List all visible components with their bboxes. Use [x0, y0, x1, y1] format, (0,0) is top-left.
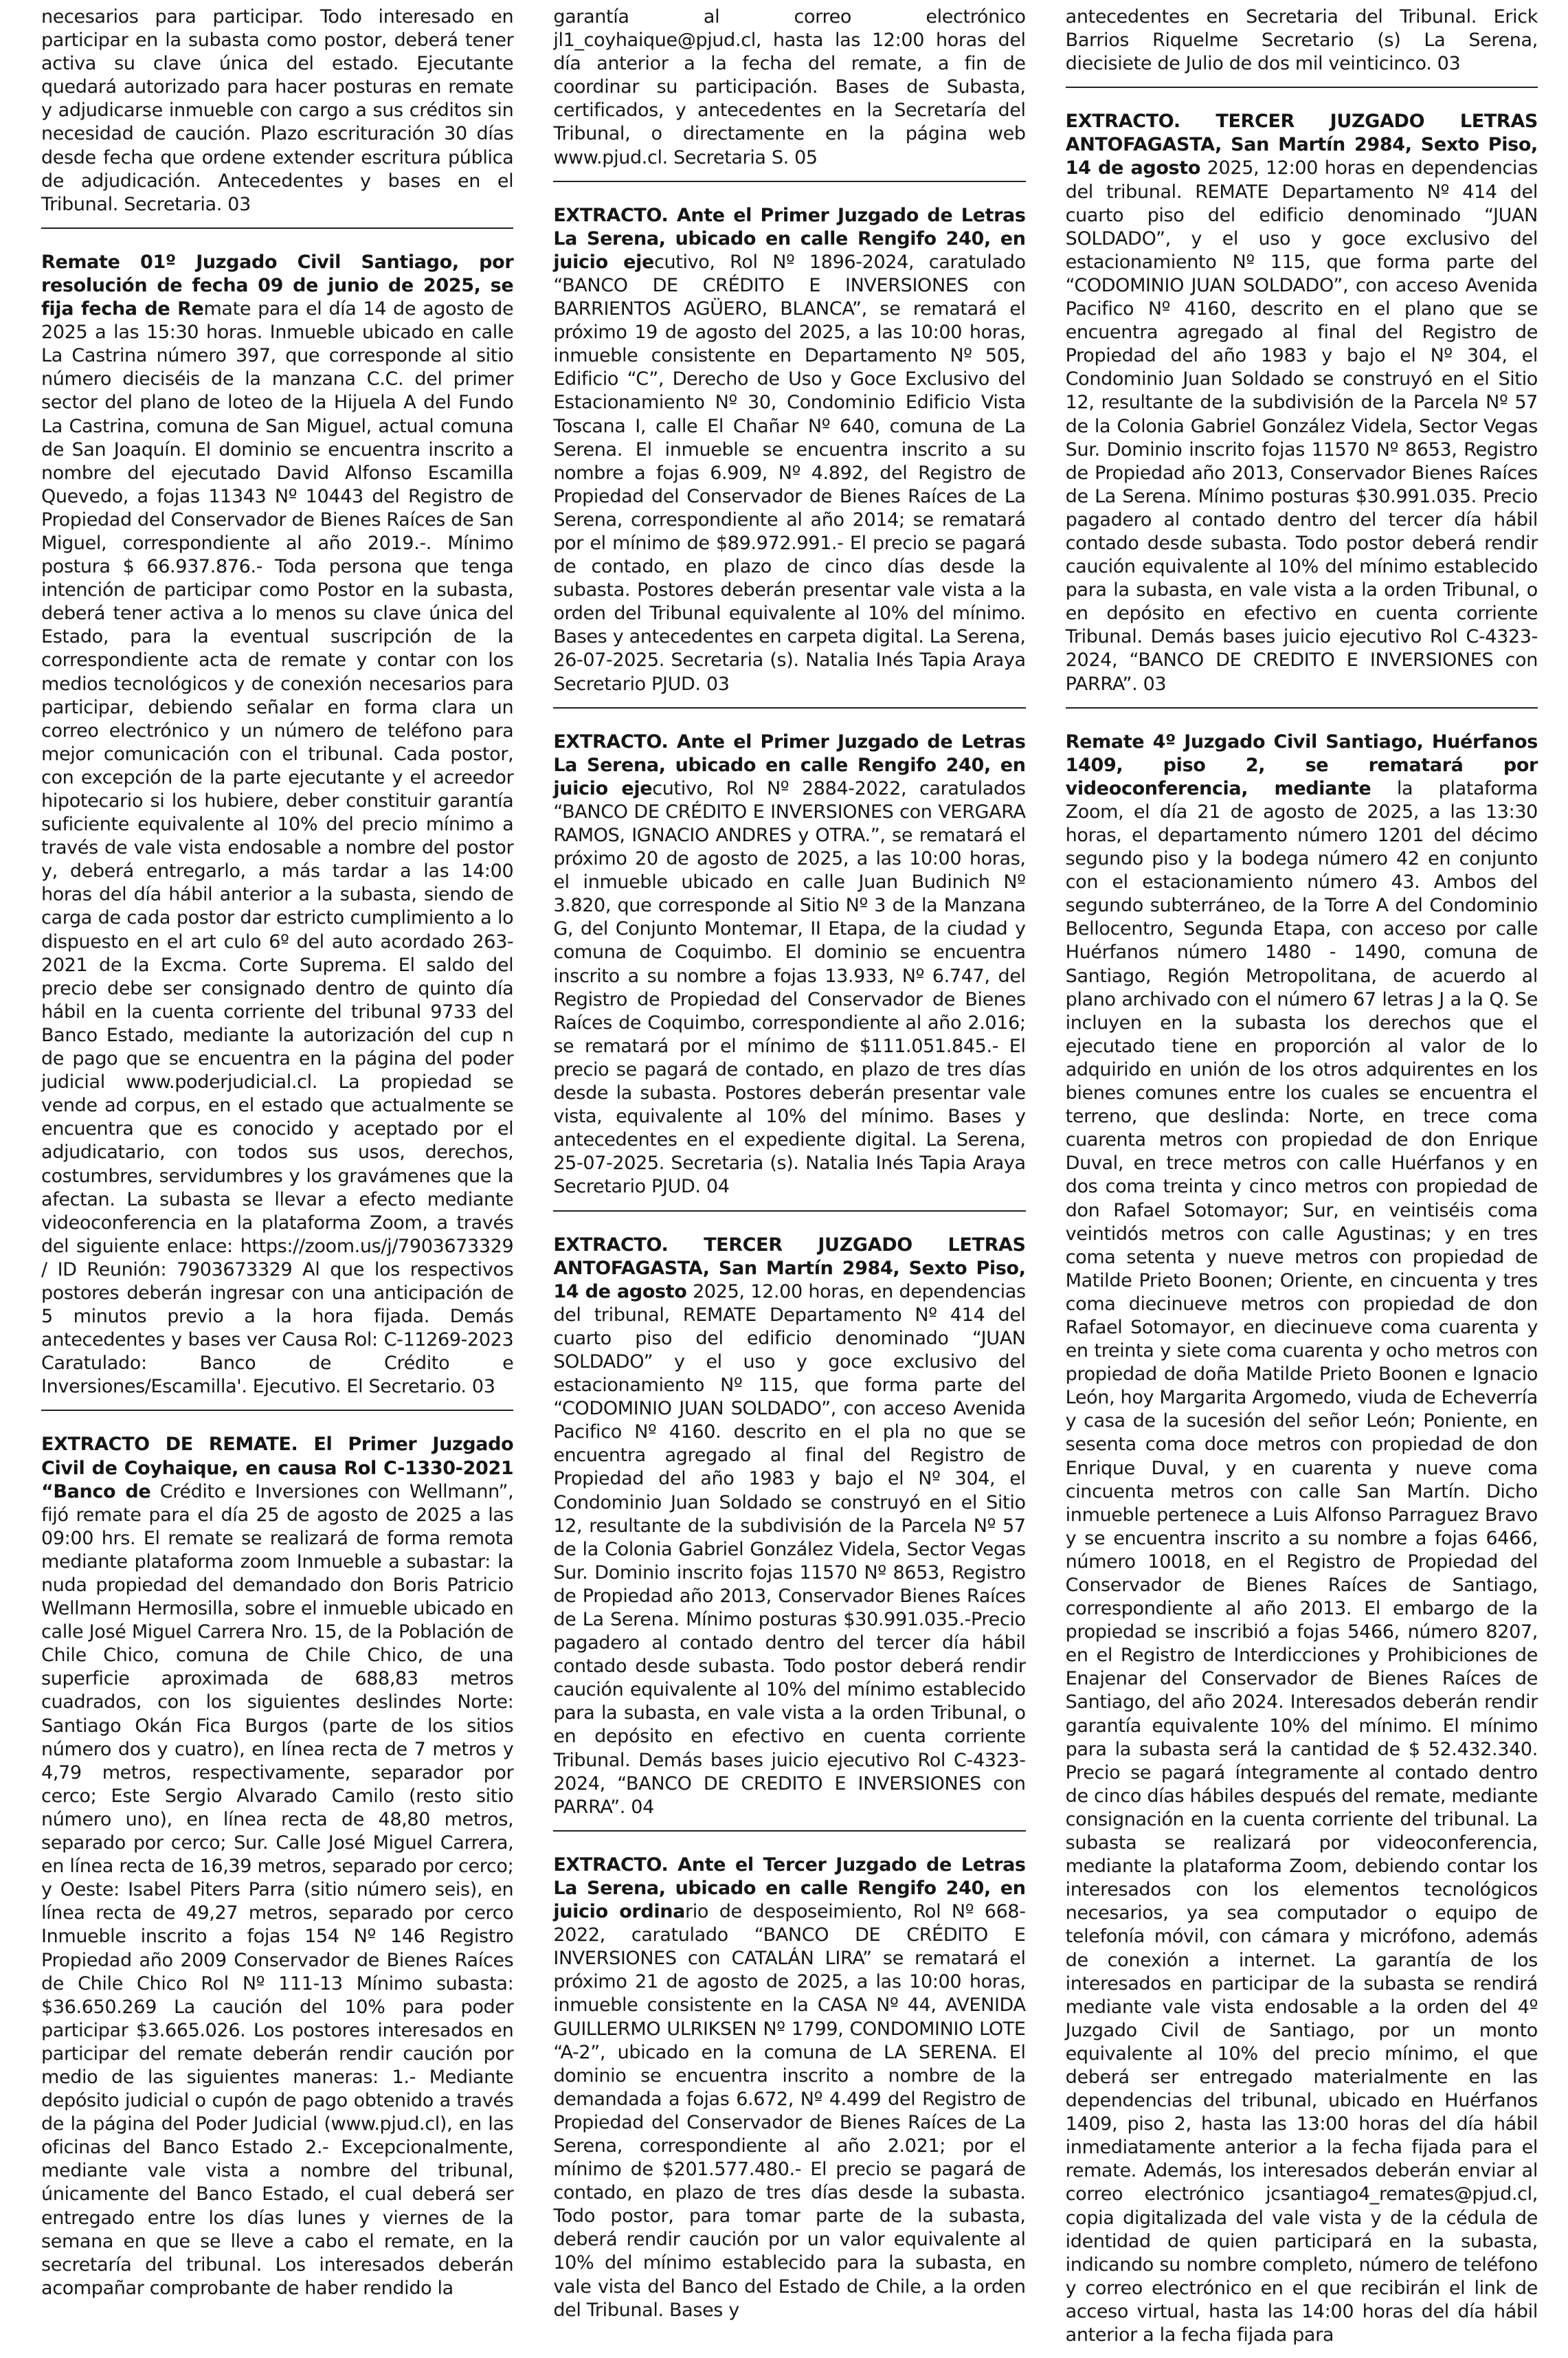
legal-notice: [553, 5, 1025, 182]
legal-notice: [41, 5, 513, 229]
legal-notice: [41, 251, 513, 1412]
legal-notice: [553, 731, 1025, 1212]
notice-heading: EXTRACTO. TERCER JUZGADO LETRAS ANTOFAGASTA, San Martín 2984, Sexto Piso, 14 de agosto: [553, 1234, 1026, 1302]
notice-heading: Remate 4º Juzgado Civil Santiago, Huérfanos 1409, piso 2, se rematará por videoconferencia, mediante: [1065, 731, 1538, 799]
notice-heading: Remate 01º Juzgado Civil Santiago, por resolución de fecha 09 de junio de 2025, se fija fecha de Re: [41, 251, 514, 320]
legal-notice: [1066, 110, 1538, 708]
notice-text: mate para el día 14 de agosto de 2025 a las 15:30 horas. Inmueble ubicado en calle La Castrina número 397, que corresponde al sitio número dieciséis de la manzana C.C. del primer sector del plano de loteo de la Hijuela A del Fundo La Castrina, comuna de San Miguel, actual comuna de San Joaquín. El dominio se encuentra inscrito a nombre del ejecutado David Alfonso Escamilla Quevedo, a fojas 11343 Nº 10443 del Registro de Propiedad del Conservador de Bienes Raíces de San Miguel, correspondiente al año 2019.-. Mínimo postura $ 66.937.876.- Toda persona que tenga intención de participar como Postor en la subasta, deberá tener activa a lo menos su clave única del Estado, para la eventual suscripción de la correspondiente acta de remate y contar con los medios tecnológicos y de conexión necesarios para participar, debiendo señalar en forma clara un correo electrónico y un número de teléfono para mejor comunicación con el tribunal. Cada postor, con excepción de la parte ejecutante y el acreedor hipotecario si los hubiere, deber constituir garantía suficiente equivalente al 10% del precio mínimo a través de vale vista endosable a nombre del postor y, deberá entregarlo, a más tardar a las 14:00 horas del día hábil anterior a la subasta, siendo de carga de cada postor dar estricto cumplimiento a lo dispuesto en el art culo 6º del auto acordado 263-2021 de la Excma. Corte Suprema. El saldo del precio debe ser consignado dentro de quinto día hábil en la cuenta corriente del tribunal 9733 del Banco Estado, mediante la autorización del cup n de pago que se encuentra en la página del poder judicial www.poderjudicial.cl. La propiedad se vende ad corpus, en el estado que actualmente se encuentra que es conocido y aceptado por el adjudicatario, con todos sus usos, derechos, costumbres, servidumbres y los gravámenes que la afectan. La subasta se llevar a efecto mediante videoconferencia en la plataforma Zoom, a través del siguiente enlace: https://zoom.us/j/7903673329 / ID Reunión: 7903673329 Al que los respectivos postores deberán ingresar con una anticipación de 5 minutos previo a la hora fijada. Demás antecedentes y bases ver Causa Rol: C-11269-2023 Caratulado: Banco de Crédito e Inversiones/Escamilla'. Ejecutivo. El Secretario. 03: [41, 298, 514, 1398]
notice-text: rio de desposeimiento, Rol Nº 668-2022, caratulado “BANCO DE CRÉDITO E INVERSIONES con CATALÁN LIRA” se rematará el próximo 21 de agosto de 2025, a las 10:00 horas, inmueble consistente en la CASA Nº 44, AVENIDA GUILLERMO ULRIKSEN Nº 1799, CONDOMINIO LOTE “A-2”, ubicado en la comuna de LA SERENA. El dominio se encuentra inscrito a nombre de la demandada a fojas 6.672, Nº 4.499 del Registro de Propiedad del Conservador de Bienes Raíces de La Serena, correspondiente al año 2.021; por el mínimo de $201.577.480.- El precio se pagará de contado, en plazo de tres días desde la subasta. Todo postor, para tomar parte de la subasta, deberá rendir caución por un valor equivalente al 10% del mínimo establecido para la subasta, en vale vista del Banco del Estado de Chile, a la orden del Tribunal. Bases y: [553, 1901, 1026, 2321]
column-2: [553, 5, 1026, 2321]
legal-notice: [553, 1234, 1025, 1832]
notice-text: la plataforma Zoom, el día 21 de agosto de 2025, a las 13:30 horas, el departamento número 1201 del décimo segundo piso y la bodega número 42 en conjunto con el estacionamiento número 43. Ambos del segundo subterráneo, de la Torre A del Condominio Bellocentro, Segunda Etapa, con acceso por calle Huérfanos número 1480 - 1490, comuna de Santiago, Región Metropolitana, de acuerdo al plano archivado con el número 67 letras J a la Q. Se incluyen en la subasta los derechos que el ejecutado tiene en proporción al valor de lo adquirido en unión de los otros adquirentes en los bienes comunes entre los cuales se encuentra el terreno, que deslinda: Norte, en trece coma cuarenta metros con propiedad de don Enrique Duval, en trece metros con calle Huérfanos y en dos coma treinta y cinco metros con propiedad de don Rafael Sotomayor; Sur, en veintiséis coma veintidós metros con calle Agustinas; y en tres coma setenta y nueve metros con propiedad de Matilde Prieto Boonen; Oriente, en cincuenta y tres coma diecinueve metros con propiedad de don Rafael Sotomayor, en diecinueve coma cuarenta y en treinta y siete coma cuarenta y ocho metros con propiedad de doña Matilde Prieto Boonen e Ignacio León, hoy Margarita Argomedo, viuda de Echeverría y casa de la sucesión del señor León; Poniente, en sesenta coma doce metros con propiedad de don Enrique Duval, y en cuarenta y nueve coma cincuenta metros con calle San Martín. Dicho inmueble pertenece a Luis Alfonso Parraguez Bravo y se encuentra inscrito a su nombre a fojas 6466, número 10018, en el Registro de Propiedad del Conservador de Bienes Raíces de Santiago, correspondiente al año 2013. El embargo de la propiedad se inscribió a fojas 5466, número 8207, en el Registro de Interdicciones y Prohibiciones de Enajenar del Conservador de Bienes Raíces de Santiago, del año 2024. Interesados deberán rendir garantía equivalente 10% del mínimo. El mínimo para la subasta será la cantidad de $ 52.432.340. Precio se pagará íntegramente al contado dentro de cinco días hábiles después del remate, mediante consignación en la cuenta corriente del tribunal. La subasta se realizará por videoconferencia, mediante la plataforma Zoom, debiendo contar los interesados con los elementos tecnológicos necesarios, ya sea computador o equipo de telefonía móvil, con cámara y micrófono, además de conexión a internet. La garantía de los interesados en participar de la subasta se rendirá mediante vale vista endosable a la orden del 4º Juzgado Civil de Santiago, por un monto equivalente al 10% del precio mínimo, el que deberá ser entregado materialmente en las dependencias del tribunal, ubicado en Huérfanos 1409, piso 2, hasta las 13:00 horas del día hábil inmediatamente anterior a la fecha fijada para el remate. Además, los interesados deberán enviar al correo electrónico jcsantiago4_remates@pjud.cl, copia digitalizada del vale vista y de la cédula de identidad de quien participará en la subasta, indicando su nombre completo, número de teléfono y correo electrónico en el que recibirán el link de acceso virtual, hasta las 14:00 horas del día hábil anterior a la fecha fijada para: [1065, 777, 1538, 2346]
notice-text: 2025, 12.00 horas, en dependencias del tribunal, REMATE Departamento Nº 414 del cuarto piso del edificio denominado “JUAN SOLDADO” y el uso y goce exclusivo del estacionamiento Nº 115, que forma parte del “CODOMINIO JUAN SOLDADO”, con acceso Avenida Pacifico Nº 4160. descrito en el pla no que se encuentra agregado al final del Registro de Propiedad del año 1983 y bajo el Nº 304, el Condominio Juan Soldado se construyó en el Sitio 12, resultante de la subdivisión de la Parcela Nº 57 de la Colonia Gabriel González Videla, Sector Vegas Sur. Dominio inscrito fojas 11570 Nº 8653, Registro de Propiedad año 2013, Conservador Bienes Raíces de La Serena. Mínimo posturas $30.991.035.-Precio pagadero al contado dentro del tercer día hábil contado desde subasta. Todo postor deberá rendir caución equivalente al 10% del mínimo establecido para la subasta, en vale vista a la orden Tribunal, o en depósito en efectivo en cuenta corriente Tribunal. Demás bases juicio ejecutivo Rol C-4323-2024, “BANCO DE CREDITO E INVERSIONES con PARRA”. 04: [553, 1280, 1026, 1818]
notice-text: cutivo, Rol Nº 2884-2022, caratulados “BANCO DE CRÉDITO E INVERSIONES con VERGARA RAMOS, IGNACIO ANDRES y OTRA.”, se rematará el próximo 20 de agosto de 2025, a las 10:00 horas, el inmueble ubicado en calle Juan Budinich Nº 3.820, que corresponde al Sitio Nº 3 de la Manzana G, del Conjunto Montemar, II Etapa, de la ciudad y comuna de Coquimbo. El dominio se encuentra inscrito a su nombre a fojas 13.933, Nº 6.747, del Registro de Propiedad del Conservador de Bienes Raíces de Coquimbo, correspondiente al año 2.016; se rematará por el mínimo de $111.051.845.- El precio se pagará de contado, en plazo de tres días desde la subasta. Postores deberán presentar vale vista, equivalente al 10% del mínimo. Bases y antecedentes en el expediente digital. La Serena, 25-07-2025. Secretaria (s). Natalia Inés Tapia Araya Secretario PJUD. 04: [553, 777, 1026, 1198]
legal-notice: [553, 1854, 1025, 2333]
column-3: [1065, 5, 1538, 2346]
column-1: [41, 5, 514, 2299]
notice-text: Crédito e Inversiones con Wellmann”, fijó remate para el día 25 de agosto de 2025 a las 09:00 hrs. El remate se realizará de forma remota mediante plataforma zoom Inmueble a subastar: la nuda propiedad del demandado don Boris Patricio Wellmann Hermosilla, sobre el inmueble ubicado en calle José Miguel Carrera Nro. 15, de la Población de Chile Chico, comuna de Chile Chico, de una superficie aproximada de 688,83 metros cuadrados, con los siguientes deslindes Norte: Santiago Okán Fica Burgos (parte de los sitios número dos y cuatro), en línea recta de 7 metros y 4,79 metros, respectivamente, separador por cerco; Este Sergio Alvarado Camilo (resto sitio número uno), en línea recta de 48,80 metros, separado por cerco; Sur. Calle José Miguel Carrera, en línea recta de 16,39 metros, separado por cerco; y Oeste: Isabel Piters Parra (sitio número seis), en línea recta de 49,27 metros, separado por cerco Inmueble inscrito a fojas 154 Nº 146 Registro Propiedad año 2009 Conservador de Bienes Raíces de Chile Chico Rol Nº 111-13 Mínimo subasta: $36.650.269 La caución del 10% para poder participar $3.665.026. Los postores interesados en participar del remate deberán rendir caución por medio de las siguientes maneras: 1.- Mediante depósito judicial o cupón de pago obtenido a través de la página del Poder Judicial (www.pjud.cl), en las oficinas del Banco Estado 2.- Excepcionalmente, mediante vale vista a nombre del tribunal, únicamente del Banco Estado, el cual deberá ser entregado entre los días lunes y viernes de la semana en que se lleve a cabo el remate, en la secretaría del tribunal. Los interesados deberán acompañar comprobante de haber rendido la: [41, 1480, 514, 2299]
notice-text: cutivo, Rol Nº 1896-2024, caratulado “BANCO DE CRÉDITO E INVERSIONES con BARRIENTOS AGÜERO, BLANCA”, se rematará el próximo 19 de agosto del 2025, a las 10:00 horas, inmueble consistente en Departamento Nº 505, Edificio “C”, Derecho de Uso y Goce Exclusivo del Estacionamiento Nº 30, Condominio Edificio Vista Toscana I, calle El Chañar Nº 640, comuna de La Serena. El inmueble se encuentra inscrito a su nombre a fojas 6.909, Nº 4.892, del Registro de Propiedad del Conservador de Bienes Raíces de La Serena, correspondiente al año 2014; se rematará por el mínimo de $89.972.991.- El precio se pagará de contado, en plazo de cinco días desde la subasta. Postores deberán presentar vale vista a la orden del Tribunal equivalente al 10% del mínimo. Bases y antecedentes en carpeta digital. La Serena, 26-07-2025. Secretaria (s). Natalia Inés Tapia Araya Secretario PJUD. 03: [553, 251, 1026, 695]
notice-text: antecedentes en Secretaria del Tribunal. Erick Barrios Riquelme Secretario (s) La Serena, diecisiete de Julio de dos mil veinticinco. 03: [1065, 6, 1538, 75]
notice-heading: EXTRACTO. Ante el Primer Juzgado de Letras La Serena, ubicado en calle Rengifo 240, en juicio eje: [553, 204, 1026, 273]
legal-notice: [1066, 5, 1538, 88]
notice-heading: EXTRACTO. TERCER JUZGADO LETRAS ANTOFAGASTA, San Martín 2984, Sexto Piso, 14 de agosto: [1065, 111, 1538, 179]
notice-heading: EXTRACTO. Ante el Tercer Juzgado de Letras La Serena, ubicado en calle Rengifo 240, en juicio ordina: [553, 1854, 1026, 1923]
notice-text: necesarios para participar. Todo interesado en participar en la subasta como postor, deberá tener activa su clave única del estado. Ejecutante quedará autorizado para hacer posturas en remate y adjudicarse inmueble con cargo a sus créditos sin necesidad de caución. Plazo escrituración 30 días desde fecha que ordene extender escritura pública de adjudicación. Antecedentes y bases en el Tribunal. Secretaria. 03: [41, 6, 514, 215]
notice-text: garantía al correo electrónico jl1_coyhaique@pjud.cl, hasta las 12:00 horas del día anterior a la fecha del remate, a fin de coordinar su participación. Bases de Subasta, certificados, y antecedentes en la Secretaría del Tribunal, o directamente en la página web www.pjud.cl. Secretaria S. 05: [553, 6, 1026, 168]
legal-notice: [553, 204, 1025, 709]
notice-text: 2025, 12:00 horas en dependencias del tribunal. REMATE Departamento Nº 414 del cuarto piso del edificio denominado “JUAN SOLDADO”, y el uso y goce exclusivo del estacionamiento Nº 115, que forma parte del “CODOMINIO JUAN SOLDADO”, con acceso Avenida Pacifico Nº 4160, descrito en el plano que se encuentra agregado al final del Registro de Propiedad del año 1983 y bajo el Nº 304, el Condominio Juan Soldado se construyó en el Sitio 12, resultante de la subdivisión de la Parcela Nº 57 de la Colonia Gabriel González Videla, Sector Vegas Sur. Dominio inscrito fojas 11570 Nº 8653, Registro de Propiedad año 2013, Conservador Bienes Raíces de La Serena. Mínimo posturas $30.991.035. Precio pagadero al contado dentro del tercer día hábil contado desde subasta. Todo postor deberá rendir caución equivalente al 10% del mínimo establecido para la subasta, en vale vista a la orden Tribunal, o en depósito en efectivo en cuenta corriente Tribunal. Demás bases juicio ejecutivo Rol C-4323-2024, “BANCO DE CREDITO E INVERSIONES con PARRA”. 03: [1065, 157, 1538, 695]
legal-notice: [1066, 731, 1538, 2358]
notice-heading: EXTRACTO DE REMATE. El Primer Juzgado Civil de Coyhaique, en causa Rol C-1330-2021 “Banco de: [41, 1434, 514, 1502]
legal-notice: [41, 1433, 513, 2311]
notice-heading: EXTRACTO. Ante el Primer Juzgado de Letras La Serena, ubicado en calle Rengifo 240, en juicio eje: [553, 731, 1026, 799]
